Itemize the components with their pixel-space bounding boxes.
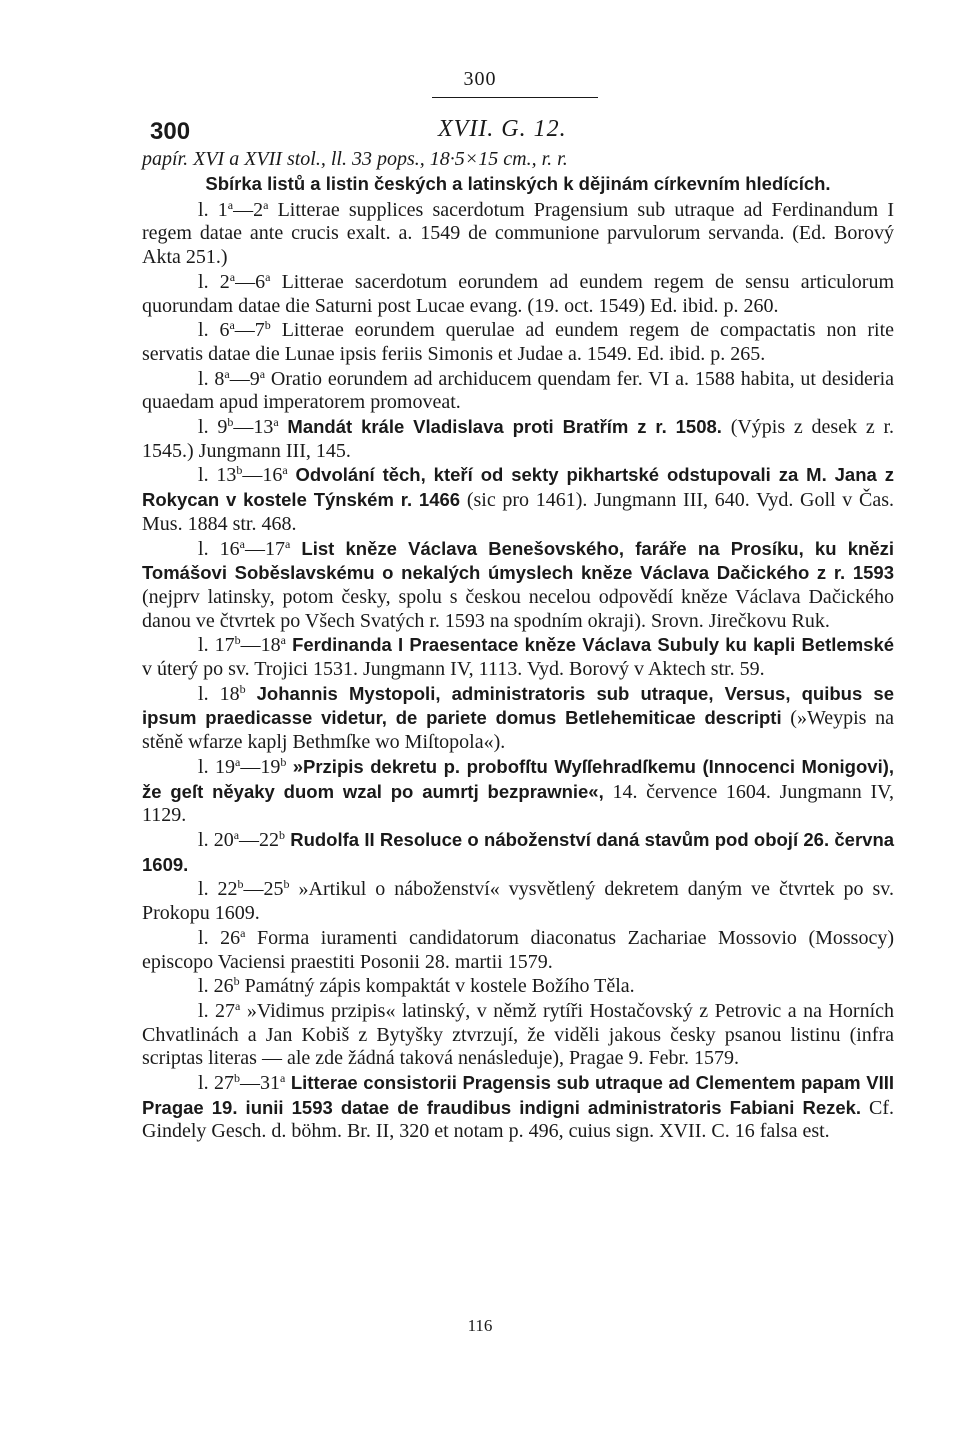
folio-entry [142,537,894,634]
folio-ref: l. 27$^a$ [198,998,241,1022]
folio-list [142,198,894,1144]
folio-entry [142,1071,894,1144]
folio-side-superscript: b [233,974,240,989]
shelf-signature: XVII. G. 12. [438,116,567,142]
folio-side-superscript: a [235,998,241,1013]
folio-bold-text: Ferdinanda I Praesentace kněze Václava Subuly ku kapli Betlemské [292,634,895,656]
folio-side-superscript: a [224,366,230,381]
folio-side-superscript: b [227,415,234,430]
folio-ref: l. 27$^b$—31$^a$ [198,1071,286,1095]
folio-ref: l. 16$^a$—17$^a$ [198,536,291,560]
folio-side-superscript: a [280,633,286,648]
folio-side-superscript: a [227,197,234,212]
folio-side-superscript: a [239,536,245,551]
folio-ref: l. 8$^a$—9$^a$ [198,366,266,390]
folio-text: Litterae supplices sacerdotum Pragensium sub utraque ad Ferdinandum I regem datae ante crucis exalt. a. 1549 de communione parvulorum servanda. (Ed. Borový Akta 251.) [142,198,895,269]
folio-side-superscript: a [282,463,288,478]
folio-side-superscript: b [239,681,246,696]
entry-number: 300 [150,118,191,145]
folio-side-superscript: a [263,197,269,212]
folio-ref: l. 19$^a$—19$^b$ [198,754,287,778]
folio-ref: l. 9$^b$—13$^a$ [198,415,279,439]
folio-entry [142,974,894,999]
folio-side-superscript: b [234,1071,241,1086]
folio-entry [142,877,894,925]
folio-bold-text: Mandát krále Vladislava proti Bratřím z r. 1508. [287,416,722,438]
folio-ref: l. 1$^a$—2$^a$ [198,197,269,221]
folio-side-superscript: b [283,877,290,892]
folio-side-superscript: a [284,536,291,551]
folio-side-superscript: a [233,827,240,842]
folio-entry [142,633,894,681]
folio-side-superscript: a [280,1071,286,1086]
folio-text: Oratio eorundem ad archiducem quendam fer. VI a. 1588 habita, ut desideria quaedam apud imperatorem promoveat. [142,367,895,414]
entry-heading [142,118,894,148]
folio-entry [142,318,894,366]
collection-title: Sbírka listů a listin českých a latinských k dějinám církevním hledících. [205,172,831,194]
folio-side-superscript: b [280,754,287,769]
footer-page-number: 116 [467,1316,493,1335]
folio-entry [142,828,894,877]
folio-text: Cf. Gindely Gesch. d. böhm. Br. II, 320 et notam p. 496, cuius sign. XVII. C. 16 falsa est. [142,1096,895,1143]
material-description: papír. XVI a XVII stol., ll. 33 pops., 18·5×15 cm., r. r. [142,148,568,170]
catalog-entry [142,118,894,1144]
folio-entry [142,415,894,463]
folio-text: »Artikul o náboženství« vysvětlený dekretem daným ve čtvrtek po sv. Prokopu 1609. [142,878,895,925]
folio-ref: l. 6$^a$—7$^b$ [198,318,271,342]
folio-text: (nejprv latinsky, potom česky, spolu s českou necelou odpovědí kněze Václava Dačického danou ve čtvrtek po Všech Svatých r. 1593 na spodním okraji). Srovn. Jirečkovu Ruk. [142,585,894,632]
folio-text: (sic pro 1461). Jungmann III, 640. Vyd. Goll v Čas. Mus. 1884 str. 468. [142,489,895,535]
folio-side-superscript: a [265,269,271,284]
folio-bold-text: Rudolfa II Resoluce o náboženství daná stavům pod obojí 26. června 1609. [142,828,895,875]
folio-bold-text: »Przipis dekretu p. probofſtu Wyſſehradſkemu (Innocenci Monigovi), že geſt něyaky duom wzal po aumrtj bezprawnie«, [142,755,895,802]
folio-text: Památný zápis kompaktát v kostele Božího Těla. [244,975,635,998]
folio-bold-text: List kněze Václava Benešovského, faráře na Prosíku, ku knězi Tomášovi Soběslavskému o nekalých úmyslech kněze Václava Dačického z r. 1593 [142,537,895,584]
folio-entry [142,999,894,1071]
folio-side-superscript: a [259,366,266,381]
folio-side-superscript: b [234,633,241,648]
folio-text: (Výpis z desek z r. 1545.) Jungmann III, 145. [142,416,895,462]
folio-text: Litterae sacerdotum eorundem ad eundem regem de sensu articulorum quorundam datae die Saturni post Lucae evang. (19. oct. 1549) Ed. ibid. p. 260. [142,270,895,317]
header-rule [432,97,598,98]
folio-side-superscript: b [236,463,243,478]
folio-bold-text: Odvolání těch, kteří od sekty pikhartské odstupovali za M. Jana z Rokycan v kostele Týnském r. 1466 [142,464,894,511]
folio-text: v úterý po sv. Trojici 1531. Jungmann IV, 1113. Vyd. Borový v Aktech str. 59. [142,658,765,681]
folio-entry [142,926,894,974]
folio-side-superscript: a [229,318,235,333]
folio-ref: l. 17$^b$—18$^a$ [198,633,286,657]
folio-text: 14. července 1604. Jungmann IV, 1129. [142,780,895,827]
folio-text: Forma iuramenti candidatorum diaconatus Zachariae Mossovio (Mossocy) episcopo Vaciensi praestiti Posonii 28. martii 1579. [142,926,894,973]
folio-ref: l. 26$^a$ [198,925,246,949]
folio-text: Litterae eorundem querulae ad eundem regem de compactatis non rite servatis datae die Lunae ipsis feriis Simonis et Judae a. 1549. Ed. ibid. p. 265. [142,319,895,365]
folio-ref: l. 13$^b$—16$^a$ [198,463,288,487]
folio-entry [142,682,894,755]
folio-ref: l. 26$^b$ [198,974,240,998]
folio-entry [142,367,894,415]
folio-ref: l. 2$^a$—6$^a$ [198,269,271,293]
folio-side-superscript: a [273,415,279,430]
folio-side-superscript: a [229,269,236,284]
folio-text: »Vidimus przipis« latinský, v němž rytíři Hostačovský z Petrovic a na Horních Chvatlinách a Jan Kobiš z Bytyšky ztvrzují, že viděli jakous česky psanou listinu (infra scriptas literas — ale zde žádná taková nenásleduje), Pragae 9. Febr. 1579. [142,999,895,1070]
folio-side-superscript: b [264,318,271,333]
folio-side-superscript: a [240,925,246,940]
folio-entry [142,755,894,828]
folio-ref: l. 20$^a$—22$^b$ [198,827,286,851]
folio-side-superscript: b [237,877,244,892]
folio-side-superscript: b [279,827,286,842]
folio-entry [142,198,894,270]
folio-bold-text: Litterae consistorii Pragensis sub utraque ad Clementem papam VIII Pragae 19. iunii 1593 datae de fraudibus indigni administratoris Fabiani Rezek. [142,1072,895,1118]
folio-side-superscript: a [234,754,241,769]
folio-entry [142,270,894,318]
folio-text: (»Weypis na stěně wfarze kaplj Bethmſke wo Miſtopola«). [142,707,895,754]
folio-ref: l. 22$^b$—25$^b$ [198,877,290,901]
folio-ref: l. 18$^b$ [198,681,246,705]
folio-bold-text: Johannis Mystopoli, administratoris sub utraque, Versus, quibus se ipsum praedicasse videtur, de pariete domus Betlehemiticae descripti [142,682,895,729]
running-page-number: 300 [463,68,497,90]
folio-entry [142,463,894,536]
